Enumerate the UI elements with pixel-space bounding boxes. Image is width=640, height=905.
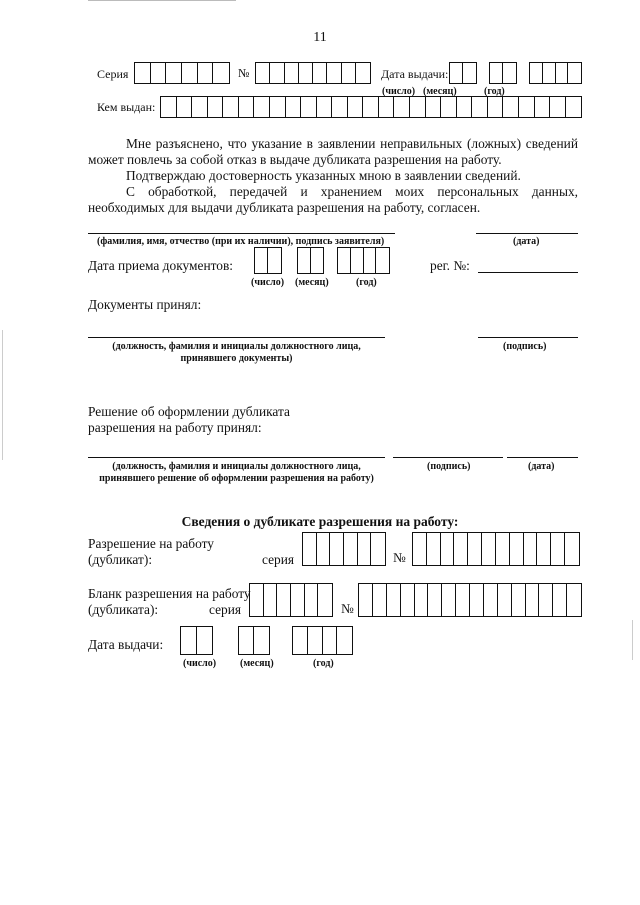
left-edge-mark xyxy=(2,330,3,460)
issued-by-boxes[interactable] xyxy=(160,96,582,118)
statement-para-1: Мне разъяснено, что указание в заявлении неправильных (ложных) сведений может повлечь за собой отказ в выдаче дубликата разрешения на работу. xyxy=(88,136,578,167)
permit-series-boxes[interactable] xyxy=(302,532,386,566)
issue-month-caption: (месяц) xyxy=(423,86,457,97)
dup-issue-year-boxes[interactable] xyxy=(292,626,353,655)
dup-issue-day-boxes[interactable] xyxy=(180,626,213,655)
decision-date-caption: (дата) xyxy=(528,461,555,472)
issue-day-caption: (число) xyxy=(382,86,416,97)
decision-position-caption-1: (должность, фамилия и инициалы должностного лица, xyxy=(112,461,361,472)
blank-series-boxes[interactable] xyxy=(249,583,333,617)
decision-position-caption-2: принявшего решение об оформлении разрешения на работу) xyxy=(99,473,374,484)
number-boxes[interactable] xyxy=(255,62,371,84)
issue-date-label: Дата выдачи: xyxy=(381,67,449,81)
applicant-date-line[interactable] xyxy=(476,233,578,234)
dup-issue-year-caption: (год) xyxy=(313,658,334,669)
receipt-date-label: Дата приема документов: xyxy=(88,258,234,273)
permit-series-label: серия xyxy=(262,552,295,567)
accepted-position-line[interactable] xyxy=(88,337,385,338)
applicant-fio-caption: (фамилия, имя, отчество (при их наличии), подпись заявителя) xyxy=(97,236,385,247)
issue-year-caption: (год) xyxy=(484,86,505,97)
decision-label-1: Решение об оформлении дубликата xyxy=(88,404,290,419)
issue-year-boxes[interactable] xyxy=(529,62,582,84)
blank-label-1: Бланк разрешения на работу xyxy=(88,586,251,601)
applicant-fio-line[interactable] xyxy=(88,233,395,234)
reg-number-line[interactable] xyxy=(478,272,578,273)
blank-number-boxes[interactable] xyxy=(358,583,582,617)
blank-number-label: № xyxy=(341,601,354,616)
number-label: № xyxy=(238,66,250,80)
series-boxes[interactable] xyxy=(134,62,230,84)
duplicate-heading: Сведения о дубликате разрешения на работу: xyxy=(181,514,459,529)
dup-issue-month-boxes[interactable] xyxy=(238,626,270,655)
receipt-year-boxes[interactable] xyxy=(337,247,390,274)
blank-label-2: (дубликата): xyxy=(88,602,159,617)
accepted-signature-caption: (подпись) xyxy=(503,341,547,352)
receipt-month-caption: (месяц) xyxy=(295,277,329,288)
dup-issue-month-caption: (месяц) xyxy=(240,658,274,669)
accepted-label: Документы принял: xyxy=(88,297,202,312)
permit-label-1: Разрешение на работу xyxy=(88,536,214,551)
right-edge-mark xyxy=(632,620,633,660)
receipt-day-boxes[interactable] xyxy=(254,247,282,274)
blank-series-label: серия xyxy=(209,602,242,617)
statement-text xyxy=(88,136,578,216)
decision-label-2: разрешения на работу принял: xyxy=(88,420,262,435)
accepted-position-caption-1: (должность, фамилия и инициалы должностного лица, xyxy=(112,341,361,352)
page-number: 11 xyxy=(313,30,327,45)
applicant-date-caption: (дата) xyxy=(513,236,540,247)
receipt-year-caption: (год) xyxy=(356,277,377,288)
dup-issue-day-caption: (число) xyxy=(183,658,217,669)
statement-para-3: С обработкой, передачей и хранением моих персональных данных, необходимых для выдачи дубликата разрешения на работу, согласен. xyxy=(88,184,578,215)
issue-month-boxes[interactable] xyxy=(489,62,517,84)
decision-signature-caption: (подпись) xyxy=(427,461,471,472)
decision-signature-line[interactable] xyxy=(393,457,503,458)
permit-number-label: № xyxy=(393,550,406,565)
decision-date-line[interactable] xyxy=(507,457,578,458)
accepted-position-caption-2: принявшего документы) xyxy=(180,353,293,364)
receipt-day-caption: (число) xyxy=(251,277,285,288)
series-label: Серия xyxy=(97,67,129,81)
top-rule xyxy=(88,0,236,1)
statement-para-2: Подтверждаю достоверность указанных мною в заявлении сведений. xyxy=(126,168,521,183)
permit-label-2: (дубликат): xyxy=(88,552,153,567)
reg-number-label: рег. №: xyxy=(430,258,470,273)
issued-by-label: Кем выдан: xyxy=(97,100,156,114)
accepted-signature-line[interactable] xyxy=(478,337,578,338)
decision-position-line[interactable] xyxy=(88,457,385,458)
issue-day-boxes[interactable] xyxy=(449,62,477,84)
dup-issue-date-label: Дата выдачи: xyxy=(88,637,164,652)
receipt-month-boxes[interactable] xyxy=(297,247,324,274)
permit-number-boxes[interactable] xyxy=(412,532,580,566)
